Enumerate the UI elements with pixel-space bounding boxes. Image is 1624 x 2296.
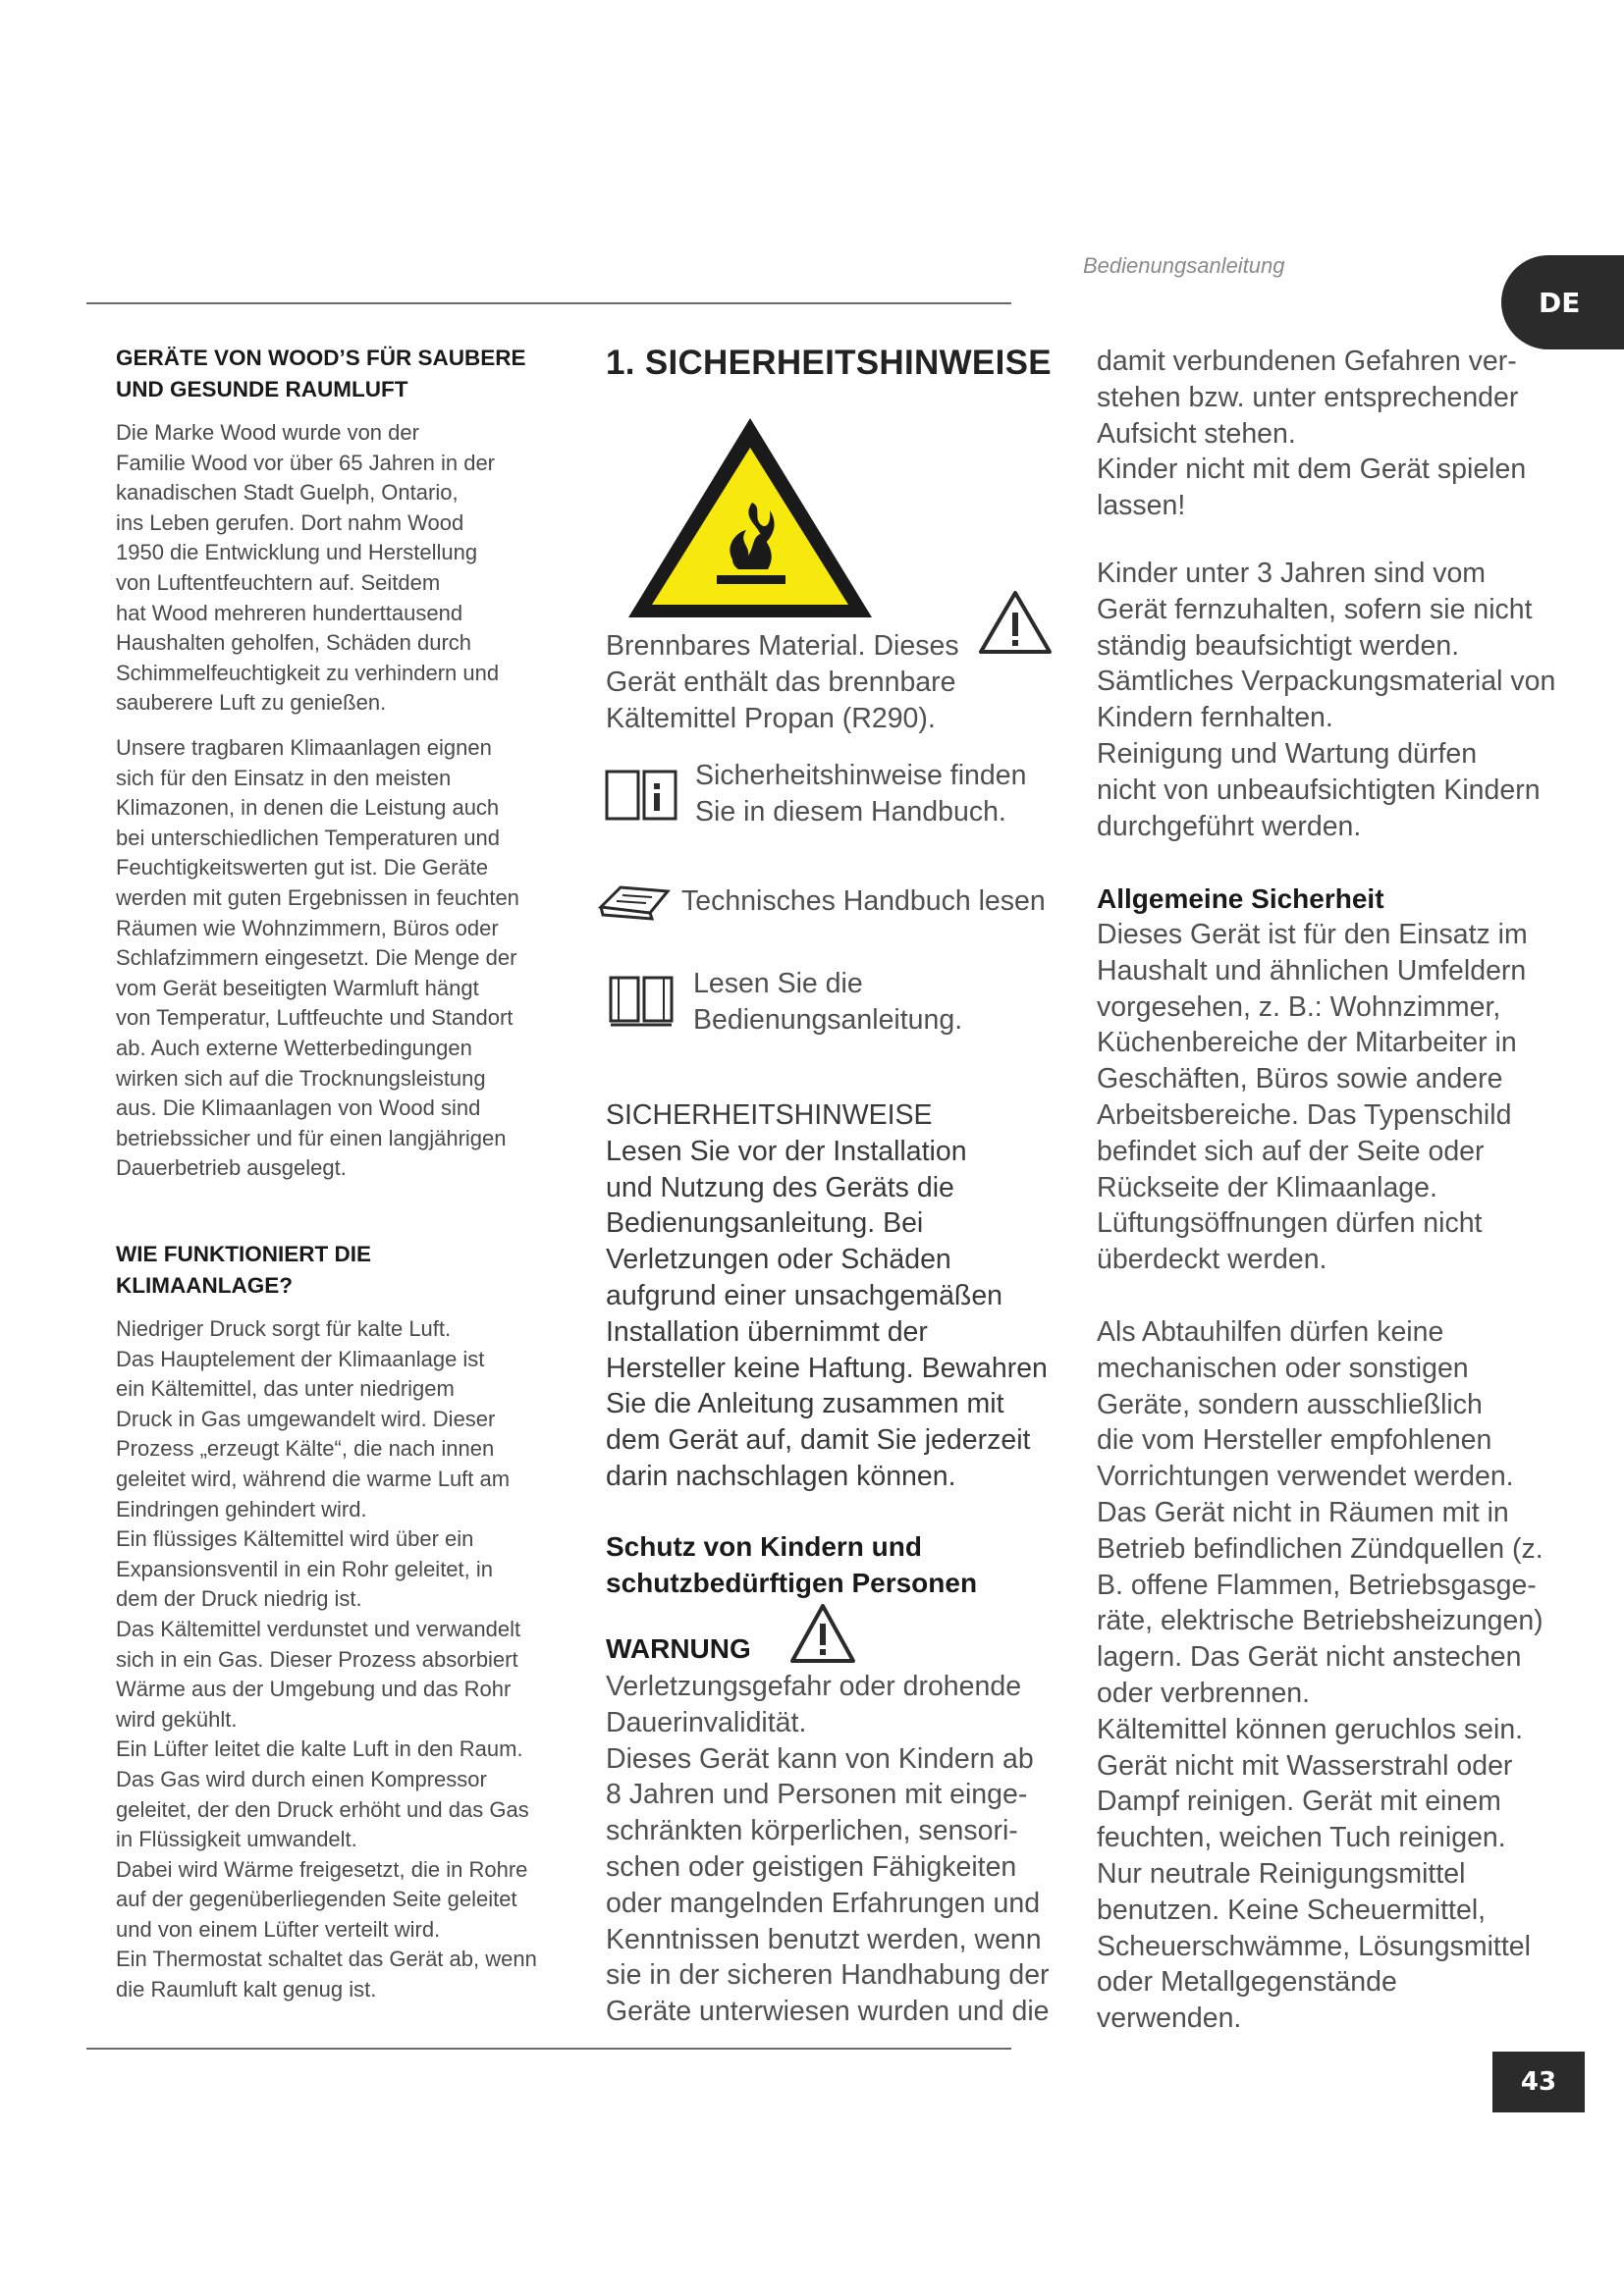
text-line: Ein flüssiges Kältemittel wird über ein — [116, 1526, 474, 1552]
text-line: räte, elektrische Betriebsheizungen) — [1097, 1605, 1543, 1637]
text-line: sich in ein Gas. Dieser Prozess absorbiert — [116, 1646, 518, 1672]
info-book-icon — [603, 764, 679, 825]
heading-lines — [116, 343, 569, 405]
text-line: oder mangelnden Erfahrungen und — [606, 1887, 1041, 1919]
text-line: darin nachschlagen können. — [606, 1460, 956, 1492]
text-line: schen oder geistigen Fähigkeiten — [606, 1850, 1017, 1883]
general-safety-text — [1097, 917, 1568, 1278]
heading-line: schutzbedürftigen Personen — [606, 1567, 978, 1598]
heading-how-it-works — [116, 1239, 569, 1302]
text-line: Sie die Anleitung zusammen mit — [606, 1388, 1004, 1420]
text-line: Das Gas wird durch einen Kompressor — [116, 1766, 487, 1791]
text-line: Scheuerschwämme, Lösungsmittel — [1097, 1930, 1531, 1962]
text-line: Kenntnissen benutzt werden, wenn — [606, 1923, 1042, 1955]
text-line: Kinder unter 3 Jahren sind vom — [1097, 558, 1487, 589]
text-line: Verletzungen oder Schäden — [606, 1244, 951, 1276]
text-line: Dampf reinigen. Gerät mit einem — [1097, 1786, 1501, 1818]
text-line: dem der Druck niedrig ist. — [116, 1586, 362, 1612]
manual-text — [693, 966, 1066, 1039]
text-line: kanadischen Stadt Guelph, Ontario, — [116, 480, 459, 506]
text-line: Installation übernimmt der — [606, 1315, 928, 1348]
text-line: Betrieb befindlichen Zündquellen (z. — [1097, 1532, 1543, 1565]
text-line: ständig beaufsichtigt werden. — [1097, 629, 1460, 662]
text-line: befindet sich auf der Seite oder — [1097, 1135, 1485, 1167]
warning-text — [606, 1669, 1067, 2030]
text-line: ein Kältemittel, das unter niedrigem — [116, 1376, 455, 1402]
text-line: Prozess „erzeugt Kälte“, die nach innen — [116, 1436, 495, 1462]
text-line: die vom Hersteller empfohlenen — [1097, 1424, 1492, 1457]
text-line: Hersteller keine Haftung. Bewahren — [606, 1352, 1048, 1384]
text-line: und Nutzung des Geräts die — [606, 1171, 954, 1203]
text-line: Dauerbetrieb ausgelegt. — [116, 1155, 347, 1181]
text-line: werden mit guten Ergebnissen in feuchten — [116, 884, 519, 910]
text-line: geleitet wird, während die warme Luft am — [116, 1466, 511, 1491]
header-label: Bedienungsanleitung — [1083, 253, 1285, 278]
heading-line: Schutz von Kindern und — [606, 1531, 922, 1562]
text-line: betriebssicher und für einen langjährigen — [116, 1125, 507, 1150]
flammable-text — [606, 628, 1061, 736]
text-line: sich für den Einsatz in den meisten — [116, 765, 452, 790]
children-heading — [606, 1529, 1061, 1602]
text-line: lagern. Das Gerät nicht anstechen — [1097, 1641, 1522, 1674]
text-line: Eindringen gehindert wird. — [116, 1496, 367, 1522]
text-line: Unsere tragbaren Klimaanlagen eignen — [116, 735, 492, 760]
text-line: 1950 die Entwicklung und Herstellung — [116, 540, 478, 565]
text-line: wirken sich auf die Trocknungsleistung — [116, 1065, 486, 1091]
text-line: Schlafzimmern eingesetzt. Die Menge der — [116, 945, 517, 971]
text-line: Kältemittel können geruchlos sein. — [1097, 1713, 1524, 1745]
text-line: ins Leben gerufen. Dort nahm Wood — [116, 509, 464, 535]
text-line: Geräte unterwiesen wurden und die — [606, 1996, 1050, 2028]
text-line: Bedienungsanleitung. — [693, 1003, 963, 1036]
text-line: Gerät nicht mit Wasserstrahl oder — [1097, 1749, 1513, 1782]
text-line: Klimazonen, in denen die Leistung auch — [116, 795, 500, 821]
text-line: ab. Auch externe Wetterbedingungen — [116, 1035, 472, 1060]
text-line: lassen! — [1097, 490, 1186, 522]
text-line: sie in der sicheren Handhabung der — [606, 1959, 1050, 1992]
text-line: oder verbrennen. — [1097, 1677, 1311, 1709]
text-line: Familie Wood vor über 65 Jahren in der — [116, 450, 496, 475]
text-line: bei unterschiedlichen Temperaturen und — [116, 825, 500, 850]
text-line: Haushalt und ähnlichen Umfeldern — [1097, 954, 1527, 987]
text-line: Gerät fernzuhalten, sofern sie nicht — [1097, 593, 1533, 625]
text-line: Geschäften, Büros sowie andere — [1097, 1063, 1503, 1095]
text-line: Das Kältemittel verdunstet und verwandelt — [116, 1616, 521, 1641]
defrost-text — [1097, 1314, 1568, 2037]
page-number: 43 — [1492, 2052, 1585, 2112]
text-line: Verletzungsgefahr oder drohende — [606, 1671, 1022, 1702]
text-line: Expansionsventil in ein Rohr geleitet, in — [116, 1556, 494, 1581]
warning-label-text: WARNUNG — [606, 1633, 751, 1664]
text-line: hat Wood mehreren hunderttausend — [116, 600, 463, 625]
text-line: Sicherheitshinweise finden — [695, 760, 1027, 791]
text-line: Küchenbereiche der Mitarbeiter in — [1097, 1027, 1517, 1059]
manual-book-icon — [607, 970, 676, 1029]
text-line: Arbeitsbereiche. Das Typenschild — [1097, 1098, 1512, 1131]
text-line: wird gekühlt. — [116, 1706, 238, 1732]
paragraph-portable-ac — [116, 733, 569, 1184]
text-line: Geräte, sondern ausschließlich — [1097, 1388, 1483, 1420]
text-line: mechanischen oder sonstigen — [1097, 1352, 1469, 1384]
safety-heading: SICHERHEITSHINWEISE — [606, 1099, 933, 1131]
text-line: schränkten körperlichen, sensori- — [606, 1815, 1018, 1847]
general-heading-text: Allgemeine Sicherheit — [1097, 883, 1384, 914]
kids-text — [1097, 556, 1568, 844]
text-line: Lüftungsöffnungen dürfen nicht — [1097, 1207, 1483, 1240]
text-line: geleitet, der den Druck erhöht und das Gas — [116, 1796, 529, 1822]
text-line: aus. Die Klimaanlagen von Wood sind — [116, 1095, 481, 1121]
safety-section — [606, 1097, 1061, 1495]
heading-wood-devices — [116, 343, 569, 405]
text-line: Niedriger Druck sorgt für kalte Luft. — [116, 1316, 452, 1341]
text-line: sauberere Luft zu genießen. — [116, 690, 387, 716]
text-line: 8 Jahren und Personen mit einge- — [606, 1779, 1028, 1811]
text-line: Als Abtauhilfen dürfen keine — [1097, 1316, 1444, 1348]
section-title — [606, 344, 1061, 383]
flammable-warning-icon — [623, 412, 878, 623]
continued-text — [1097, 344, 1568, 524]
info-text — [695, 758, 1068, 830]
text-line: überdeckt werden. — [1097, 1244, 1327, 1276]
text-line: Räumen wie Wohnzimmern, Büros oder — [116, 915, 499, 940]
text-line: Haushalten geholfen, Schäden durch — [116, 630, 472, 656]
text-line: Aufsicht stehen. — [1097, 417, 1296, 450]
heading-line: WIE FUNKTIONIERT DIE — [116, 1242, 371, 1266]
text-line: Lesen Sie die — [693, 968, 863, 999]
text-line: von Temperatur, Luftfeuchte und Standort — [116, 1005, 514, 1031]
text-line: Reinigung und Wartung dürfen — [1097, 737, 1478, 770]
text-line: Dauerinvalidität. — [606, 1706, 807, 1738]
text-line: verwenden. — [1097, 2002, 1242, 2035]
text-line: Technisches Handbuch lesen — [681, 885, 1046, 917]
text-line: Schimmelfeuchtigkeit zu verhindern und — [116, 660, 500, 685]
bottom-rule — [86, 2048, 1011, 2050]
text-line: B. offene Flammen, Betriebsgasge- — [1097, 1569, 1537, 1601]
general-safety-heading — [1097, 881, 1568, 918]
text-line: Kindern fernhalten. — [1097, 702, 1333, 734]
text-line: auf der gegenüberliegenden Seite geleitet — [116, 1887, 517, 1912]
text-line: Dieses Gerät ist für den Einsatz im — [1097, 919, 1528, 950]
text-line: feuchten, weichen Tuch reinigen. — [1097, 1822, 1506, 1854]
text-line: Ein Thermostat schaltet das Gerät ab, wenn — [116, 1947, 537, 1972]
paragraph-wood-history — [116, 418, 569, 719]
section-title-text: 1. SICHERHEITSHINWEISE — [606, 344, 1052, 382]
text-line: stehen bzw. unter entsprechender — [1097, 381, 1519, 413]
text-line: von Luftentfeuchtern auf. Seitdem — [116, 569, 441, 595]
text-line: Wärme aus der Umgebung und das Rohr — [116, 1677, 512, 1702]
warning-small-icon — [788, 1602, 857, 1665]
tech-text — [681, 883, 1074, 920]
text-line: vom Gerät beseitigten Warmluft hängt — [116, 975, 479, 1000]
text-line: durchgeführt werden. — [1097, 810, 1362, 842]
text-line: Rückseite der Klimaanlage. — [1097, 1171, 1437, 1203]
text-line: nicht von unbeaufsichtigten Kindern — [1097, 774, 1541, 806]
text-line: Dabei wird Wärme freigesetzt, die in Rohre — [116, 1856, 528, 1882]
text-line: Bedienungsanleitung. Bei — [606, 1207, 924, 1240]
text-line: Brennbares Material. Dieses — [606, 630, 959, 662]
text-line: Sie in diesem Handbuch. — [695, 795, 1006, 828]
text-line: in Flüssigkeit umwandelt. — [116, 1827, 357, 1852]
text-line: Gerät enthält das brennbare — [606, 666, 956, 698]
heading-line: GERÄTE VON WOOD’S FÜR SAUBERE — [116, 346, 526, 370]
text-line: die Raumluft kalt genug ist. — [116, 1977, 377, 2002]
heading-line: UND GESUNDE RAUMLUFT — [116, 377, 408, 401]
text-line: vorgesehen, z. B.: Wohnzimmer, — [1097, 990, 1501, 1023]
text-line: oder Metallgegenstände — [1097, 1966, 1397, 1999]
text-line: Nur neutrale Reinigungsmittel — [1097, 1857, 1466, 1890]
language-tab: DE — [1501, 255, 1624, 349]
text-line: Vorrichtungen verwendet werden. — [1097, 1461, 1514, 1493]
text-line: Sämtliches Verpackungsmaterial von — [1097, 666, 1556, 698]
text-line: aufgrund einer unsachgemäßen — [606, 1279, 1003, 1311]
text-line: Die Marke Wood wurde von der — [116, 420, 419, 445]
technical-manual-icon — [595, 881, 674, 923]
text-line: Ein Lüfter leitet die kalte Luft in den Raum. — [116, 1736, 523, 1762]
text-line: damit verbundenen Gefahren ver- — [1097, 346, 1517, 377]
paragraph-how-it-works — [116, 1314, 569, 2005]
text-line: Lesen Sie vor der Installation — [606, 1135, 967, 1167]
text-line: und von einem Lüfter verteilt wird. — [116, 1916, 441, 1942]
text-line: Feuchtigkeitswerten gut ist. Die Geräte — [116, 855, 489, 881]
top-rule — [86, 302, 1011, 304]
text-line: Das Gerät nicht in Räumen mit in — [1097, 1496, 1509, 1528]
text-line: dem Gerät auf, damit Sie jederzeit — [606, 1424, 1031, 1457]
text-line: benutzen. Keine Scheuermittel, — [1097, 1894, 1487, 1926]
text-line: Das Hauptelement der Klimaanlage ist — [116, 1346, 485, 1371]
heading-line: KLIMAANLAGE? — [116, 1273, 293, 1298]
text-line: Kinder nicht mit dem Gerät spielen — [1097, 454, 1527, 486]
text-line: Kältemittel Propan (R290). — [606, 702, 936, 734]
text-line: Dieses Gerät kann von Kindern ab — [606, 1742, 1034, 1775]
text-line: Druck in Gas umgewandelt wird. Dieser — [116, 1406, 496, 1431]
